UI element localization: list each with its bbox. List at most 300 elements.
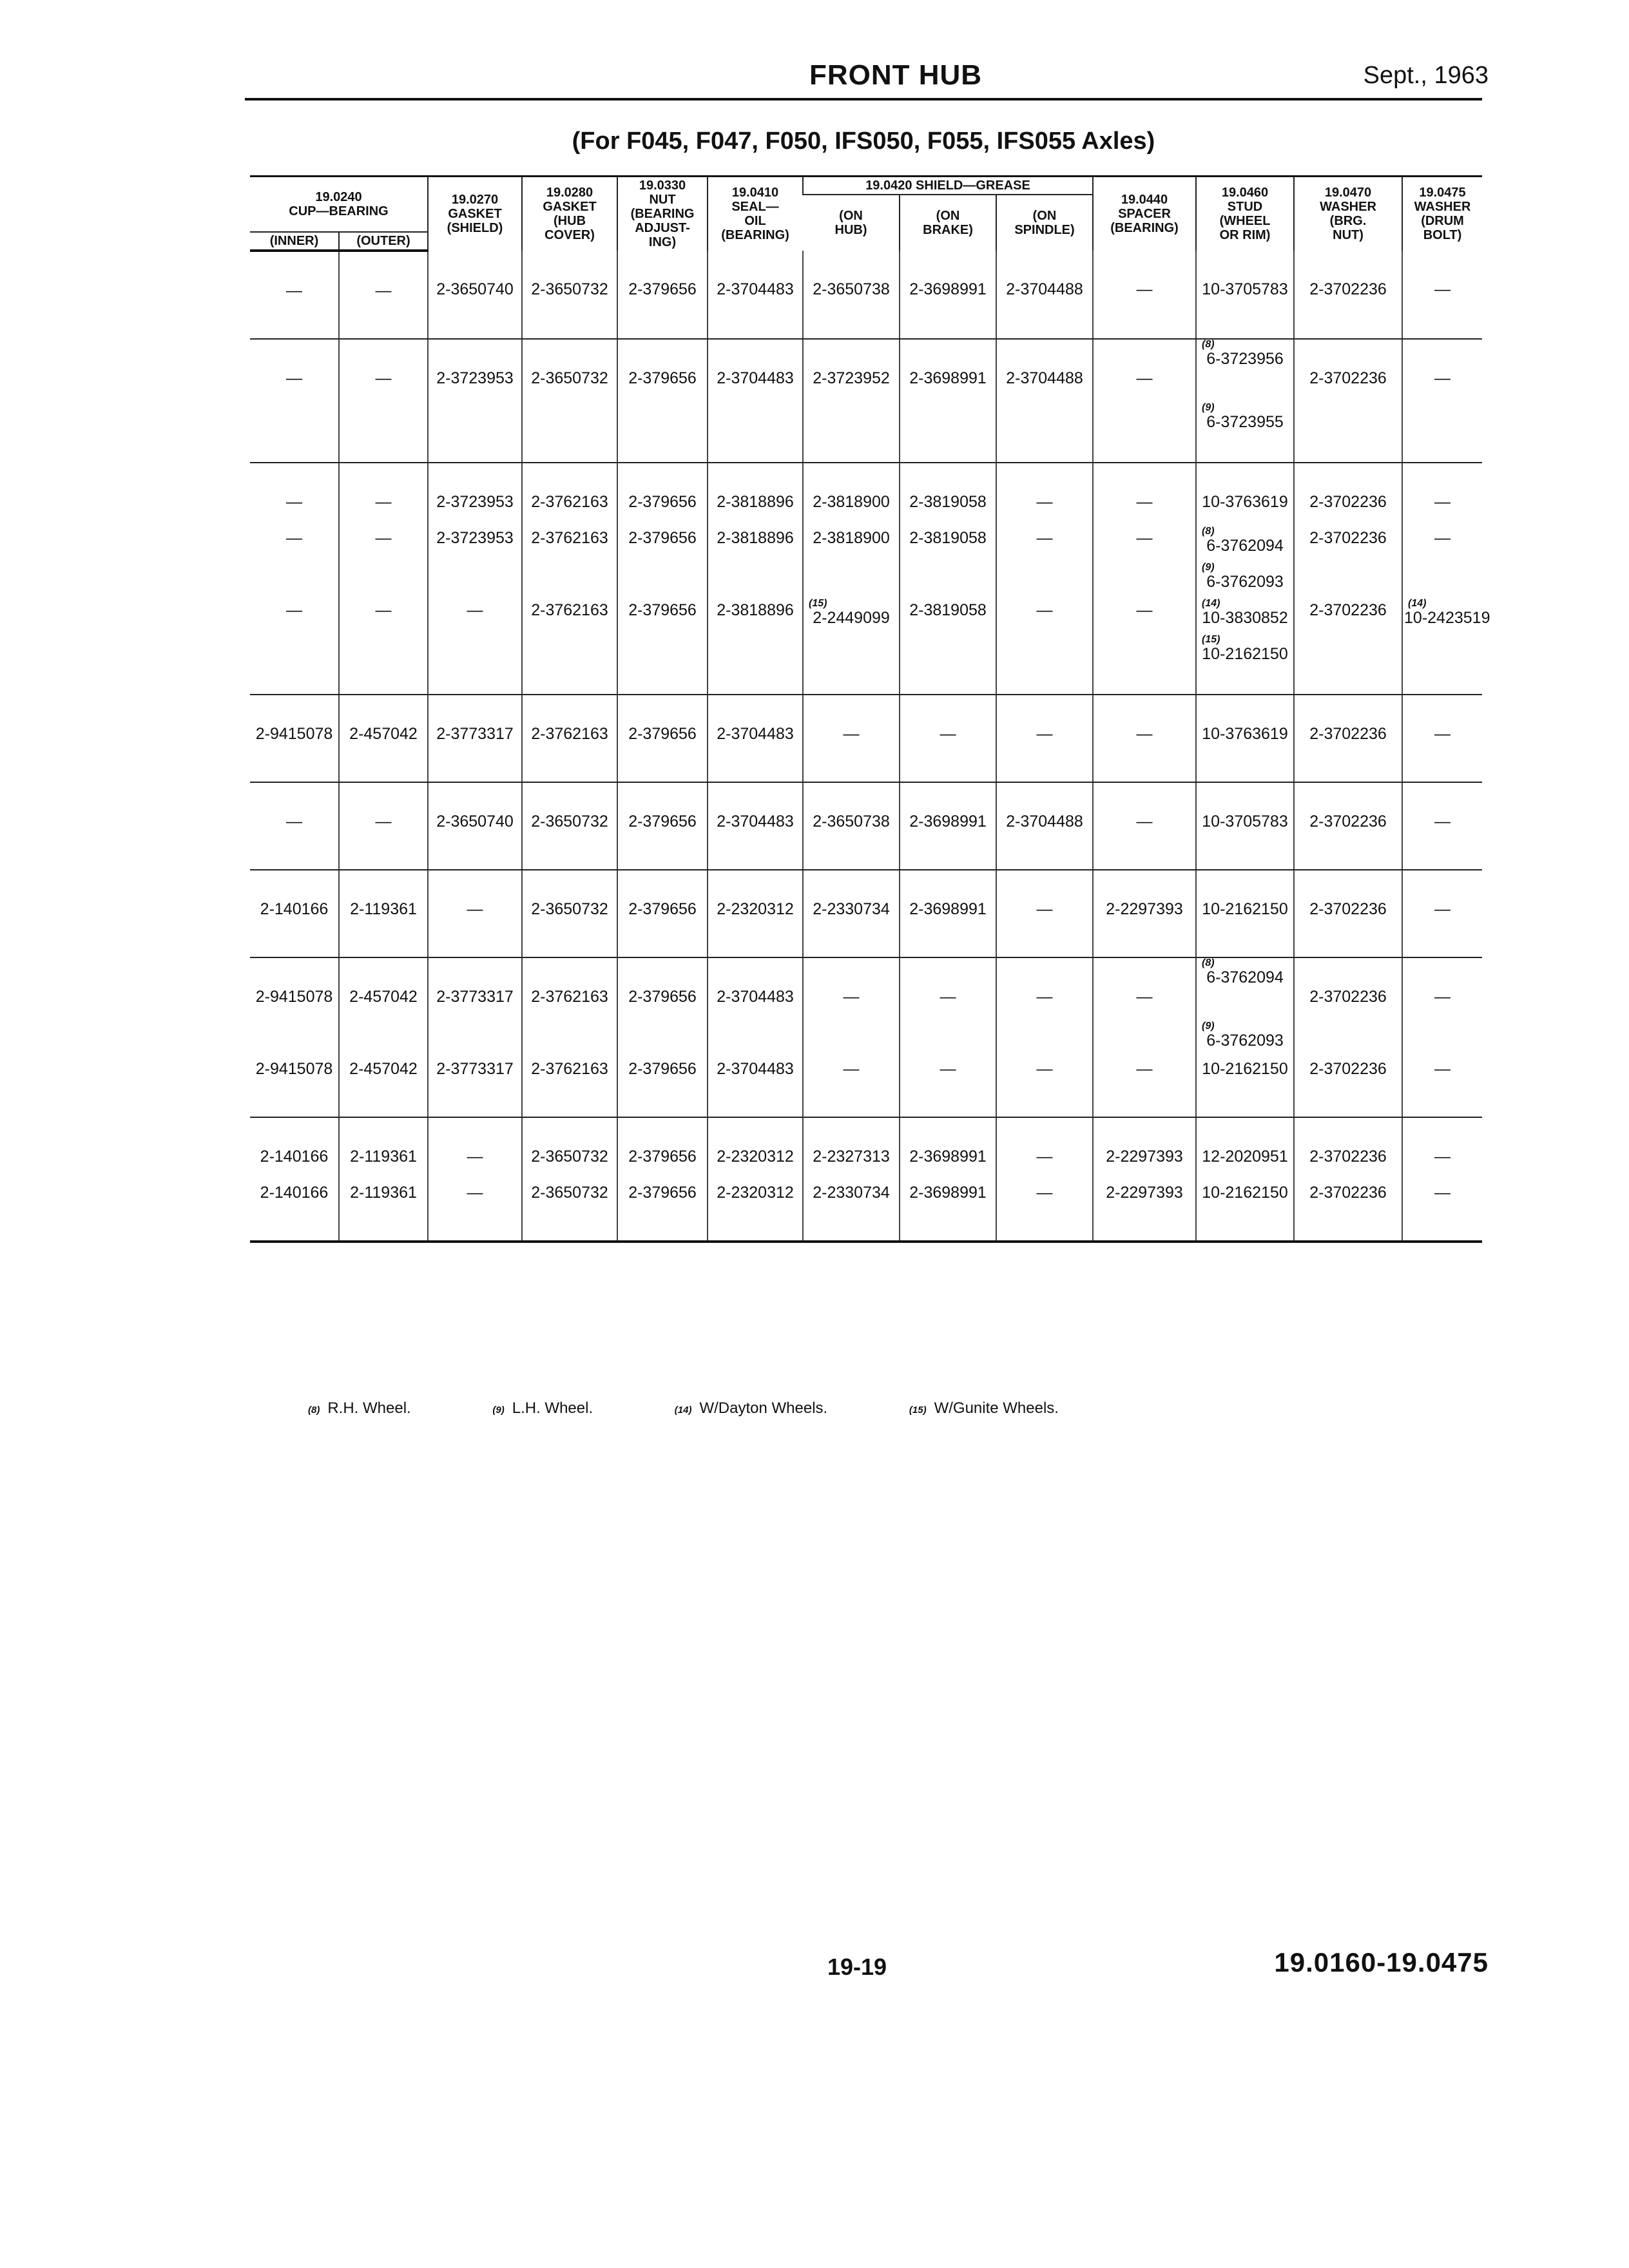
header-line: (ON <box>1032 209 1057 223</box>
table-cell: 2-119361 <box>339 1181 428 1242</box>
footnote-text: W/Gunite Wheels. <box>934 1399 1059 1417</box>
table-cell: 2-3762163 <box>522 526 617 562</box>
table-cell: — <box>1093 251 1196 339</box>
table-cell: 2-3818900 <box>803 463 900 526</box>
table-row <box>250 870 1482 957</box>
table-cell: 2-457042 <box>339 957 428 1021</box>
table-cell: 2-119361 <box>339 1117 428 1181</box>
header-line: (BEARING) <box>1110 221 1179 235</box>
header-line: 19.0240 <box>315 190 362 204</box>
table-cell: 2-140166 <box>250 870 339 957</box>
header-line: (HUB <box>554 214 586 228</box>
table-cell: — <box>339 251 428 339</box>
table-cell: 2-3698991 <box>900 1181 996 1242</box>
header-line: 19.0330 <box>639 178 686 193</box>
header-line: 19.0410 <box>731 186 779 200</box>
table-cell <box>1093 403 1196 463</box>
table-cell: 2-3702236 <box>1294 599 1402 635</box>
table-cell: 10-2162150 <box>1196 870 1294 957</box>
row-group <box>250 463 1490 695</box>
table-cell <box>900 635 996 695</box>
table-cell <box>1402 598 1490 635</box>
table-cell: 2-140166 <box>250 1181 339 1242</box>
table-cell: — <box>900 1057 996 1117</box>
header-washer-nut <box>1294 177 1402 251</box>
table-cell: 2-3723952 <box>803 339 900 403</box>
footnote-9 <box>492 1399 593 1418</box>
table-cell <box>1196 403 1294 463</box>
table-cell: 2-3650732 <box>522 1181 617 1242</box>
table-cell: 2-379656 <box>617 339 708 403</box>
table-cell: 2-2297393 <box>1093 1181 1196 1242</box>
table-cell: 2-3762163 <box>522 695 617 782</box>
table-cell: 2-3704483 <box>708 251 803 339</box>
table-cell: — <box>1402 1057 1482 1117</box>
table-cell <box>339 635 428 695</box>
header-on-brake <box>900 195 996 251</box>
table-cell: 2-3702236 <box>1294 1057 1402 1117</box>
row-group <box>250 957 1482 1117</box>
table-cell: 10-3705783 <box>1196 782 1294 870</box>
header-line: 19.0460 <box>1221 186 1269 200</box>
part-number: 6-3762093 <box>1206 573 1284 591</box>
table-cell: — <box>996 599 1093 635</box>
table-cell: 2-3698991 <box>900 1117 996 1181</box>
table-cell <box>1294 635 1402 695</box>
parts-table <box>250 175 1490 1243</box>
table-cell: — <box>1402 1117 1482 1181</box>
header-line: 19.0440 <box>1121 193 1168 207</box>
table-cell: — <box>1093 339 1196 403</box>
table-cell: 2-3702236 <box>1294 870 1402 957</box>
table-cell: 2-3650740 <box>428 782 522 870</box>
table-cell: — <box>996 957 1093 1021</box>
table-cell: 2-3773317 <box>428 695 522 782</box>
table-cell <box>339 562 428 599</box>
table-cell: — <box>1093 782 1196 870</box>
table-cell: — <box>1093 1057 1196 1117</box>
table-cell: — <box>900 957 996 1021</box>
row-group <box>250 870 1482 957</box>
section-range: 19.0160-19.0475 <box>1274 1947 1489 1977</box>
footnote-text: L.H. Wheel. <box>512 1399 593 1417</box>
header-line: OR RIM) <box>1219 228 1271 242</box>
table-cell: 10-3705783 <box>1196 251 1294 339</box>
table-cell <box>1402 403 1482 463</box>
header-line: NUT <box>649 193 676 207</box>
table-row <box>250 695 1482 782</box>
table-cell <box>428 403 522 463</box>
footnote-ref: (9) <box>1202 562 1215 573</box>
table-cell: 2-2320312 <box>708 870 803 957</box>
table-cell <box>250 635 339 695</box>
table-cell <box>522 635 617 695</box>
table-cell: 2-3702236 <box>1294 251 1402 339</box>
table-cell <box>803 403 900 463</box>
table-cell <box>617 403 708 463</box>
header-line: 19.0475 <box>1419 186 1466 200</box>
table-cell: 2-3650738 <box>803 782 900 870</box>
table-cell: — <box>996 1057 1093 1117</box>
table-cell: 2-9415078 <box>255 988 333 1006</box>
table-cell: 2-3650732 <box>522 782 617 870</box>
table-cell <box>1294 1021 1402 1057</box>
table-cell: 2-3723953 <box>428 526 522 562</box>
table-cell <box>996 403 1093 463</box>
table-row <box>250 635 1482 695</box>
footnote-number: (15) <box>909 1405 927 1416</box>
table-row <box>250 1057 1482 1117</box>
table-cell: — <box>339 463 428 526</box>
footnote-ref: (8) <box>1202 339 1215 350</box>
header-line: NUT) <box>1333 228 1364 242</box>
header-line: SPINDLE) <box>1014 223 1075 237</box>
footnote-ref: (8) <box>1202 957 1215 968</box>
footnote-ref: (15) <box>809 598 827 609</box>
table-cell: — <box>339 339 428 403</box>
table-cell: 2-9415078 <box>250 1057 339 1117</box>
table-cell: — <box>1093 695 1196 782</box>
header-inner: (INNER) <box>250 232 339 251</box>
table-cell: 2-3650732 <box>522 251 617 339</box>
header-line: OIL <box>744 214 766 228</box>
table-cell: 2-457042 <box>339 1057 428 1117</box>
header-line: (BRG. <box>1329 214 1367 228</box>
table-row <box>250 463 1482 526</box>
header-line: STUD <box>1227 200 1263 214</box>
table-cell: — <box>1402 782 1482 870</box>
table-cell: 2-3818900 <box>803 526 900 562</box>
table-cell <box>1402 1021 1482 1057</box>
header-line: WASHER <box>1414 200 1471 214</box>
table-row <box>250 957 1482 1021</box>
table-cell: — <box>339 599 428 635</box>
table-cell: 2-379656 <box>617 1117 708 1181</box>
footnote-15 <box>909 1399 1059 1418</box>
header-line: (WHEEL <box>1219 214 1271 228</box>
table-cell: 2-3773317 <box>428 1057 522 1117</box>
table-row <box>250 526 1482 562</box>
header-line: (DRUM <box>1421 214 1464 228</box>
footnote-ref: (14) <box>1408 598 1427 609</box>
header-seal-oil <box>708 177 803 251</box>
table-cell: 2-3818896 <box>708 599 803 635</box>
table-cell: 2-3702236 <box>1294 1181 1402 1242</box>
table-cell <box>1093 562 1196 599</box>
table-cell: 2-3704483 <box>708 957 803 1021</box>
table-cell: 2-3650740 <box>428 251 522 339</box>
table-cell <box>428 562 522 599</box>
table-cell: 2-3702236 <box>1294 463 1402 526</box>
row-group <box>250 1117 1482 1242</box>
table-cell <box>996 1021 1093 1057</box>
table-row <box>250 782 1482 870</box>
header-line: (BEARING <box>630 207 695 221</box>
table-cell <box>1196 635 1294 695</box>
footnote-ref: (9) <box>1202 402 1215 413</box>
table-cell: — <box>1402 463 1482 526</box>
table-cell <box>803 599 900 635</box>
table-cell: 2-3702236 <box>1294 782 1402 870</box>
table-cell: — <box>1402 870 1482 957</box>
row-group <box>250 782 1482 870</box>
table-cell <box>250 562 339 599</box>
table-cell: 2-457042 <box>339 695 428 782</box>
table-cell: — <box>803 957 900 1021</box>
header-outer: (OUTER) <box>339 232 428 251</box>
header-gasket-hub-cover <box>522 177 617 251</box>
table-cell: — <box>339 526 428 562</box>
table-cell: 2-3762163 <box>522 1057 617 1117</box>
table-cell: 2-3702236 <box>1294 695 1402 782</box>
header-line: SPACER <box>1118 207 1171 221</box>
table-cell <box>1196 599 1294 635</box>
header-line: COVER) <box>545 228 595 242</box>
header-line: BOLT) <box>1423 228 1462 242</box>
table-cell: — <box>428 1117 522 1181</box>
table-row <box>250 251 1482 339</box>
header-gasket-shield <box>428 177 522 251</box>
table-cell <box>522 1021 617 1057</box>
part-number: 6-3762094 <box>1206 968 1284 986</box>
table-cell <box>250 403 339 463</box>
table-cell <box>708 1021 803 1057</box>
table-cell: 10-3763619 <box>1196 463 1294 526</box>
table-cell: 2-3704488 <box>996 782 1093 870</box>
header-line: 19.0280 <box>546 186 593 200</box>
part-number: 6-3723956 <box>1206 350 1284 368</box>
table-cell <box>1294 403 1402 463</box>
table-cell <box>1196 562 1294 599</box>
header-cup-bearing <box>250 177 428 233</box>
table-cell: 2-2327313 <box>803 1117 900 1181</box>
table-cell: — <box>339 782 428 870</box>
header-line: BRAKE) <box>923 223 973 237</box>
footnote-ref: (9) <box>1202 1021 1215 1032</box>
table-cell: 2-140166 <box>260 1148 329 1166</box>
table-cell: 2-2297393 <box>1093 870 1196 957</box>
footnote-ref: (14) <box>1202 598 1220 609</box>
table-row <box>250 1181 1482 1242</box>
table-cell: 2-9415078 <box>250 695 339 782</box>
table-cell: — <box>996 463 1093 526</box>
table-cell <box>900 403 996 463</box>
table-cell <box>900 562 996 599</box>
table-cell: 2-3698991 <box>900 782 996 870</box>
table-row <box>250 339 1482 403</box>
header-line: SEAL— <box>731 200 779 214</box>
table-cell <box>900 1021 996 1057</box>
table-cell: 2-379656 <box>617 957 708 1021</box>
table-cell: 2-3704483 <box>708 782 803 870</box>
page-subtitle: (For F045, F047, F050, IFS050, F055, IFS055 Axles) <box>572 128 1155 155</box>
table-cell <box>617 1021 708 1057</box>
table-cell <box>1093 1021 1196 1057</box>
table-cell <box>708 562 803 599</box>
footnote-14 <box>675 1399 827 1418</box>
table-cell <box>708 635 803 695</box>
header-line: HUB) <box>834 223 867 237</box>
table-cell: 2-3650738 <box>803 251 900 339</box>
table-cell: 2-379656 <box>617 870 708 957</box>
table-cell <box>803 635 900 695</box>
table-cell: 2-3702236 <box>1294 957 1402 1021</box>
page-title: FRONT HUB <box>809 59 983 91</box>
table-cell: 2-3650732 <box>522 1117 617 1181</box>
row-group <box>250 251 1482 339</box>
header-stud <box>1196 177 1294 251</box>
header-line: GASKET <box>543 200 597 214</box>
table-row <box>250 562 1482 599</box>
table-cell: — <box>428 599 522 635</box>
header-line: (SHIELD) <box>447 221 503 235</box>
table-cell: 2-2330734 <box>803 1181 900 1242</box>
header-spacer <box>1093 177 1196 251</box>
part-number: 6-3762093 <box>1206 1032 1284 1050</box>
table-cell: — <box>803 1057 900 1117</box>
table-cell: 2-379656 <box>617 599 708 635</box>
part-number: 10-3830852 <box>1202 609 1288 627</box>
table-cell: — <box>286 369 302 387</box>
header-washer-bolt <box>1402 177 1482 251</box>
part-number: 10-2423519 <box>1404 609 1490 627</box>
table-cell: 2-3704488 <box>996 251 1093 339</box>
table-cell: 2-3702236 <box>1294 1117 1402 1181</box>
table-cell <box>339 1021 428 1057</box>
table-cell <box>1196 1021 1294 1057</box>
table-cell: 2-3819058 <box>900 526 996 562</box>
page-date: Sept., 1963 <box>1363 62 1489 89</box>
table-cell: — <box>428 1181 522 1242</box>
table-cell: 2-3723953 <box>428 339 522 403</box>
table-cell <box>996 562 1093 599</box>
table-cell: 2-3762163 <box>522 957 617 1021</box>
header-line: ADJUST- <box>635 221 690 235</box>
table-cell: 2-379656 <box>617 695 708 782</box>
header-line: WASHER <box>1320 200 1376 214</box>
table-cell: 10-2162150 <box>1196 1181 1294 1242</box>
table-cell <box>1196 526 1294 562</box>
table-cell: 2-3650732 <box>522 870 617 957</box>
table-cell: — <box>1402 957 1482 1021</box>
table-cell: 2-2330734 <box>803 870 900 957</box>
table-cell: 2-3704483 <box>708 695 803 782</box>
part-number: 2-2449099 <box>813 609 890 627</box>
table-header <box>250 177 1482 251</box>
footnote-number: (8) <box>308 1405 320 1416</box>
footnote-text: R.H. Wheel. <box>327 1399 411 1417</box>
footnote-ref: (15) <box>1202 634 1220 645</box>
row-group <box>250 339 1482 463</box>
table-cell <box>250 1021 339 1057</box>
table-cell: 2-379656 <box>617 251 708 339</box>
table-cell: 10-3763619 <box>1196 695 1294 782</box>
header-nut-bearing <box>617 177 708 251</box>
footnote-8 <box>308 1399 411 1418</box>
table-cell: 2-3818896 <box>708 463 803 526</box>
table-cell: — <box>250 251 339 339</box>
table-cell: — <box>996 1117 1093 1181</box>
footnote-number: (14) <box>674 1405 692 1416</box>
table-cell <box>708 403 803 463</box>
table-cell: — <box>286 529 302 547</box>
table-cell: — <box>1402 339 1482 403</box>
row-group <box>250 695 1482 782</box>
table-cell: — <box>996 526 1093 562</box>
table-cell <box>1196 339 1294 403</box>
table-cell <box>1294 562 1402 599</box>
table-cell <box>1402 635 1482 695</box>
table-cell: 2-3704483 <box>708 1057 803 1117</box>
table-cell: 2-379656 <box>617 463 708 526</box>
table-cell: — <box>428 870 522 957</box>
table-cell <box>1196 957 1294 1021</box>
page-number: 19-19 <box>827 1954 887 1980</box>
table-cell: 2-3698991 <box>900 339 996 403</box>
header-line: (ON <box>839 209 863 223</box>
table-row <box>250 1021 1482 1057</box>
table-cell: 2-2297393 <box>1093 1117 1196 1181</box>
table-cell: 2-3704483 <box>708 339 803 403</box>
table-cell: 2-3819058 <box>900 463 996 526</box>
header-line: CUP—BEARING <box>289 204 389 218</box>
table-cell: — <box>803 695 900 782</box>
footnote-number: (9) <box>492 1405 505 1416</box>
part-number: 6-3723955 <box>1206 413 1284 431</box>
header-line: ING) <box>648 235 677 249</box>
header-on-hub <box>803 195 900 251</box>
table-cell: 2-3702236 <box>1294 526 1402 562</box>
table-cell: 2-3819058 <box>900 599 996 635</box>
table-row <box>250 1117 1482 1181</box>
table-cell <box>803 562 900 599</box>
table-cell <box>996 635 1093 695</box>
table-cell: 2-2320312 <box>708 1117 803 1181</box>
table-cell <box>803 1021 900 1057</box>
table-cell <box>617 635 708 695</box>
table-cell: — <box>1093 463 1196 526</box>
table-cell <box>339 403 428 463</box>
table-cell <box>1402 562 1482 599</box>
table-cell: 2-2320312 <box>708 1181 803 1242</box>
table-cell: 12-2020951 <box>1196 1117 1294 1181</box>
table-cell: — <box>996 695 1093 782</box>
table-cell: 2-379656 <box>617 526 708 562</box>
table-cell: — <box>900 695 996 782</box>
table-cell: — <box>286 601 302 619</box>
header-line: 19.0470 <box>1324 186 1372 200</box>
table-cell: 2-379656 <box>617 1057 708 1117</box>
table-cell: 2-379656 <box>617 1181 708 1242</box>
table-cell <box>1093 635 1196 695</box>
footnote-ref: (8) <box>1202 526 1215 537</box>
header-line: (ON <box>936 209 960 223</box>
part-number: 6-3762094 <box>1206 537 1284 555</box>
table-cell: — <box>250 782 339 870</box>
header-line: (BEARING) <box>721 228 789 242</box>
footnotes <box>308 1399 1136 1418</box>
table-cell: 2-3698991 <box>900 251 996 339</box>
footnote-text: W/Dayton Wheels. <box>699 1399 828 1417</box>
table-row <box>250 599 1482 635</box>
part-number: 10-2162150 <box>1202 645 1288 663</box>
table-cell: — <box>1402 251 1482 339</box>
table-cell: 2-3698991 <box>900 870 996 957</box>
table-cell <box>522 562 617 599</box>
table-cell: 2-3723953 <box>428 463 522 526</box>
table-cell: 2-3762163 <box>522 599 617 635</box>
header-line: GASKET <box>448 207 502 221</box>
